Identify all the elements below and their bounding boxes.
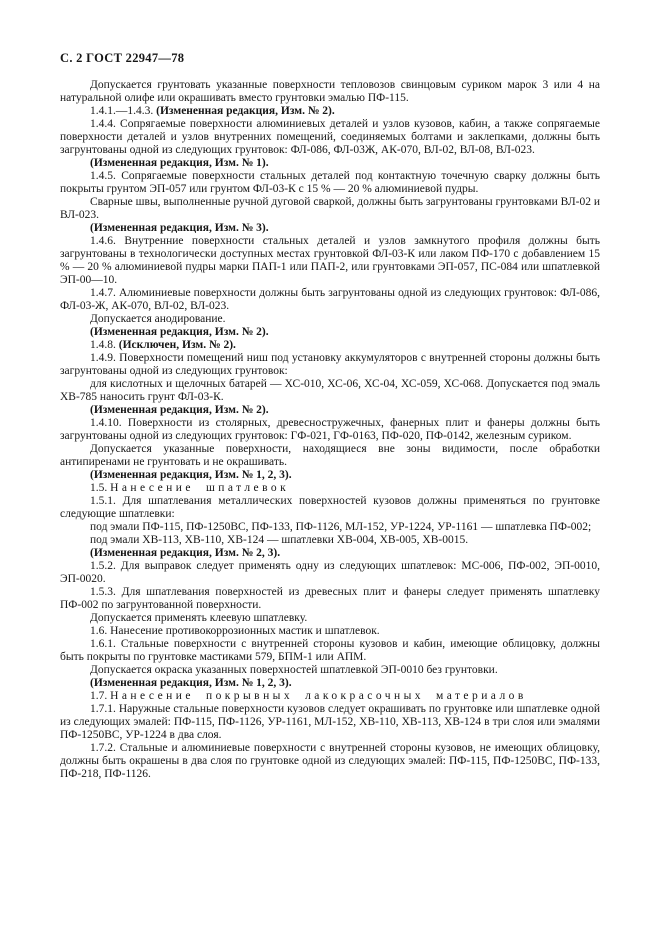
paragraph-text: 1.4.8. [90, 339, 119, 351]
paragraph [60, 196, 600, 222]
paragraph [60, 378, 600, 404]
paragraph [60, 352, 600, 378]
paragraph [60, 625, 600, 638]
paragraph [60, 560, 600, 586]
paragraph-text: 1.4.6. Внутренние поверхности стальных деталей и узлов замкнутого профиля должны быть загрунтованы в технологически доступных местах грунтовкой ФЛ-03-К или лаком ПФ-170 с добавлением 15 % — 20 % алюминиевой пудры марки ПАП-1 или ПАП-2, или грунтовками ЭП-057, ПС-084 или шпатлевкой ЭП-00—10. [60, 235, 600, 286]
paragraph [60, 313, 600, 326]
paragraph [60, 222, 600, 235]
paragraph [60, 326, 600, 339]
paragraph-text: 1.4.9. Поверхности помещений ниш под установку аккумуляторов с внутренней стороны должны быть загрунтованы одной из следующих грунтовок: [60, 352, 600, 377]
paragraph-text: под эмали ПФ-115, ПФ-1250ВС, ПФ-133, ПФ-1126, МЛ-152, УР-1224, УР-1161 — шпатлевка ПФ-002; [90, 521, 592, 533]
paragraph [60, 118, 600, 157]
amendment-note: (Измененная редакция, Изм. № 1, 2, 3). [90, 469, 292, 481]
amendment-note: (Измененная редакция, Изм. № 1). [90, 157, 269, 169]
paragraph [60, 664, 600, 677]
paragraph [60, 742, 600, 781]
paragraph-text: 1.4.5. Сопрягаемые поверхности стальных деталей под контактную точечную сварку должны быть покрыты грунтом ЭП-057 или грунтом ФЛ-03-К с 15 % — 20 % алюминиевой пудры. [60, 170, 600, 195]
paragraph [60, 586, 600, 612]
paragraph-text: Сварные швы, выполненные ручной дуговой сваркой, должны быть загрунтованы грунтовками ВЛ-02 и ВЛ-023. [60, 196, 600, 221]
page-header: С. 2 ГОСТ 22947—78 [60, 51, 185, 65]
amendment-note: (Измененная редакция, Изм. № 2). [90, 404, 269, 416]
paragraph [60, 690, 600, 703]
paragraph [60, 404, 600, 417]
paragraph-text: Допускается грунтовать указанные поверхности тепловозов свинцовым суриком марок 3 или 4 на натуральной олифе или окрашивать вместо грунтовки эмалью ПФ-115. [60, 79, 600, 104]
paragraph [60, 105, 600, 118]
amendment-note: (Измененная редакция, Изм. № 2, 3). [90, 547, 281, 559]
paragraph [60, 612, 600, 625]
paragraph [60, 469, 600, 482]
document-body [60, 79, 600, 781]
paragraph-text: 1.5. [90, 482, 111, 494]
paragraph-text: 1.7. [90, 690, 111, 702]
paragraph-text: под эмали ХВ-113, ХВ-110, ХВ-124 — шпатлевки ХВ-004, ХВ-005, ХВ-0015. [90, 534, 469, 546]
paragraph-text: 1.5.2. Для выправок следует применять одну из следующих шпатлевок: МС-006, ПФ-002, ЭП-0010, ЭП-0020. [60, 560, 600, 585]
paragraph [60, 703, 600, 742]
paragraph-text: 1.4.1.—1.4.3. [90, 105, 157, 117]
section-heading-text: Нанесение шпатлевок [110, 482, 290, 494]
paragraph-text: 1.4.7. Алюминиевые поверхности должны быть загрунтованы одной из следующих грунтовок: ФЛ-086, ФЛ-03-Ж, АК-070, ВЛ-02, ВЛ-023. [60, 287, 600, 312]
paragraph [60, 521, 600, 534]
paragraph-text: 1.5.3. Для шпатлевания поверхностей из древесных плит и фанеры следует применять шпатлевку ПФ-002 по загрунтованной поверхности. [60, 586, 600, 611]
paragraph-text: 1.5.1. Для шпатлевания металлических поверхностей кузовов должны применяться по грунтовке следующие шпатлевки: [60, 495, 600, 520]
paragraph [60, 638, 600, 664]
paragraph-text: 1.4.10. Поверхности из столярных, древесностружечных, фанерных плит и фанеры должны быть загрунтованы одной из следующих грунтовок: ГФ-021, ГФ-0163, ПФ-020, ПФ-0142, железным суриком. [60, 417, 600, 442]
amendment-note: (Измененная редакция, Изм. № 2). [156, 105, 335, 117]
paragraph-text: 1.6.1. Стальные поверхности с внутренней стороны кузовов и кабин, имеющие облицовку, должны быть покрыты по грунтовке мастиками 579, БПМ-1 или АПМ. [60, 638, 600, 663]
paragraph [60, 170, 600, 196]
paragraph [60, 79, 600, 105]
paragraph [60, 235, 600, 287]
paragraph [60, 482, 600, 495]
paragraph [60, 547, 600, 560]
paragraph [60, 534, 600, 547]
section-heading-text: Нанесение покрывных лакокрасочных материалов [110, 690, 527, 702]
paragraph-text: 1.7.1. Наружные стальные поверхности кузовов следует окрашивать по грунтовке или шпатлевке одной из следующих эмалей: ПФ-115, ПФ-1126, УР-1161, МЛ-152, ХВ-110, ХВ-113, ХВ-124 в три слоя или эмалями ПФ-1250ВС, УР-1224 в два слоя. [60, 703, 600, 741]
paragraph [60, 495, 600, 521]
paragraph [60, 287, 600, 313]
paragraph-text: Допускается анодирование. [90, 313, 226, 325]
paragraph [60, 157, 600, 170]
paragraph-text: для кислотных и щелочных батарей — ХС-010, ХС-06, ХС-04, ХС-059, ХС-068. Допускается под эмаль ХВ-785 наносить грунт ФЛ-03-К. [60, 378, 600, 403]
amendment-note: (Измененная редакция, Изм. № 2). [90, 326, 269, 338]
amendment-note: (Измененная редакция, Изм. № 3). [90, 222, 269, 234]
paragraph-text: Допускается окраска указанных поверхностей шпатлевкой ЭП-0010 без грунтовки. [90, 664, 498, 676]
paragraph-text: 1.6. Нанесение противокоррозионных мастик и шпатлевок. [90, 625, 380, 637]
paragraph-text: Допускается указанные поверхности, находящиеся вне зоны видимости, после обработки антипиренами не грунтовать и не окрашивать. [60, 443, 600, 468]
amendment-note: (Исключен, Изм. № 2). [118, 339, 236, 351]
paragraph [60, 443, 600, 469]
paragraph [60, 339, 600, 352]
paragraph [60, 417, 600, 443]
paragraph-text: Допускается применять клеевую шпатлевку. [90, 612, 308, 624]
paragraph-text: 1.4.4. Сопрягаемые поверхности алюминиевых деталей и узлов кузовов, кабин, а также сопрягаемые поверхности деталей и узлов внутренних помещений, соединяемых болтами и заклепками, должны быть загрунтованы одной из следующих грунтовок: ФЛ-086, ФЛ-03Ж, АК-070, ВЛ-02, ВЛ-08, ВЛ-023. [60, 118, 600, 156]
paragraph-text: 1.7.2. Стальные и алюминиевые поверхности с внутренней стороны кузовов, не имеющих облицовку, должны быть окрашены в два слоя по грунтовке одной из следующих эмалей: ПФ-115, ПФ-1250ВС, ПФ-133, ПФ-218, ПФ-1126. [60, 742, 600, 780]
amendment-note: (Измененная редакция, Изм. № 1, 2, 3). [90, 677, 292, 689]
paragraph [60, 677, 600, 690]
